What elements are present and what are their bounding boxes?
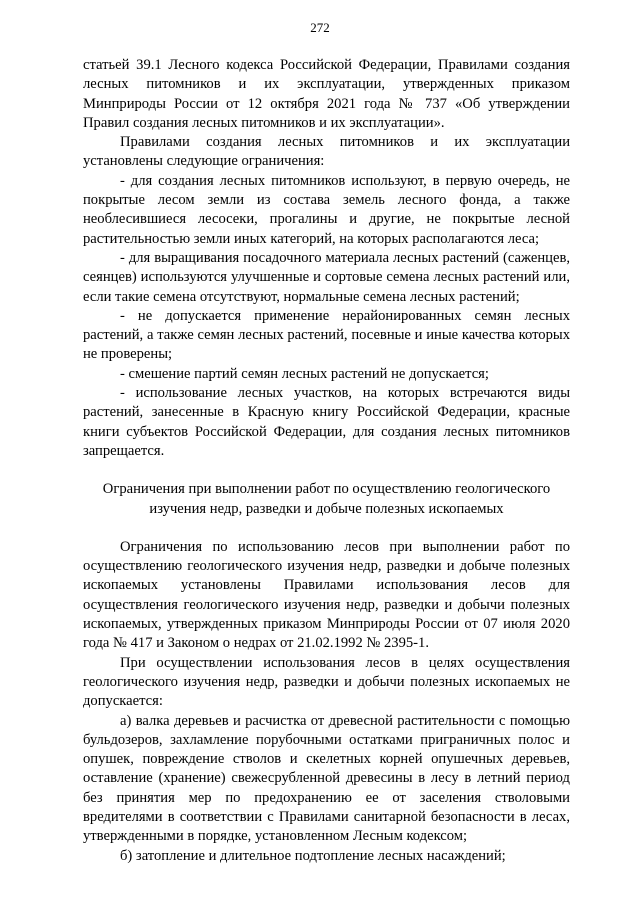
list-item-non-zoned-seeds: - не допускается применение нерайонированных семян лесных растений, а также семян лесных растений, посевные и иные качества которых не проверены; (83, 307, 570, 363)
paragraph-restrictions-intro: Правилами создания лесных питомников и их эксплуатации установлены следующие ограничения: (83, 134, 570, 170)
list-item-a: а) валка деревьев и расчистка от древесной растительности с помощью бульдозеров, захламление порубочными остатками приграничных полос и опушек, повреждение стволов и скелетных корней опушечных деревьев, оставление (хранение) свежесрубленной древесины в лесу в летний период без принятия мер по предохранению ее от заселения стволовыми вредителями в соответствии с Правилами санитарной безопасности в лесах, утвержденными в порядке, установленном Лесным кодексом; (83, 712, 570, 845)
paragraph-geology-rules: Ограничения по использованию лесов при выполнении работ по осуществлению геологического изучения недр, разведки и добыче полезных ископаемых установлены Правилами использования лесов для осуществления геологического изучения недр, разведки и добычи полезных ископаемых, утвержденных приказом Минприроды России от 07 июля 2020 года № 417 и Законом о недрах от 21.02.1992 № 2395-1. (83, 538, 570, 652)
paragraph-not-allowed-intro: При осуществлении использования лесов в целях осуществления геологического изучения недр, разведки и добычи полезных ископаемых не допускается: (83, 654, 570, 710)
section-heading: Ограничения при выполнении работ по осуществлению геологического изучения недр, разведки и добыче полезных ископаемых (102, 481, 551, 517)
list-item-b: б) затопление и длительное подтопление лесных насаждений; (120, 847, 506, 864)
list-item-lands: - для создания лесных питомников используют, в первую очередь, не покрытые лесом земли из состава земель лесного фонда, а также необлесившиеся лесосеки, прогалины и другие, не покрытые лесной растительностью земли иных категорий, на которых располагаются леса; (83, 172, 570, 247)
page-number: 272 (310, 20, 330, 35)
list-item-seed-mixing: - смешение партий семян лесных растений не допускается; (120, 365, 489, 382)
list-item-seeds: - для выращивания посадочного материала лесных растений (саженцев, сеянцев) используются улучшенные и сортовые семена лесных растений или, если такие семена отсутствуют, нормальные семена лесных растений; (83, 249, 570, 305)
list-item-red-book: - использование лесных участков, на которых встречаются виды растений, занесенные в Красную книгу Российской Федерации, красные книги субъектов Российской Федерации, для создания лесных питомников запрещается. (83, 385, 570, 459)
paragraph-continuation: статьей 39.1 Лесного кодекса Российской Федерации, Правилами создания лесных питомников и их эксплуатации, утвержденных приказом Минприроды России от 12 октября 2021 года № 737 «Об утверждении Правил создания лесных питомников и их эксплуатации». (83, 57, 570, 131)
document-body (83, 56, 570, 866)
